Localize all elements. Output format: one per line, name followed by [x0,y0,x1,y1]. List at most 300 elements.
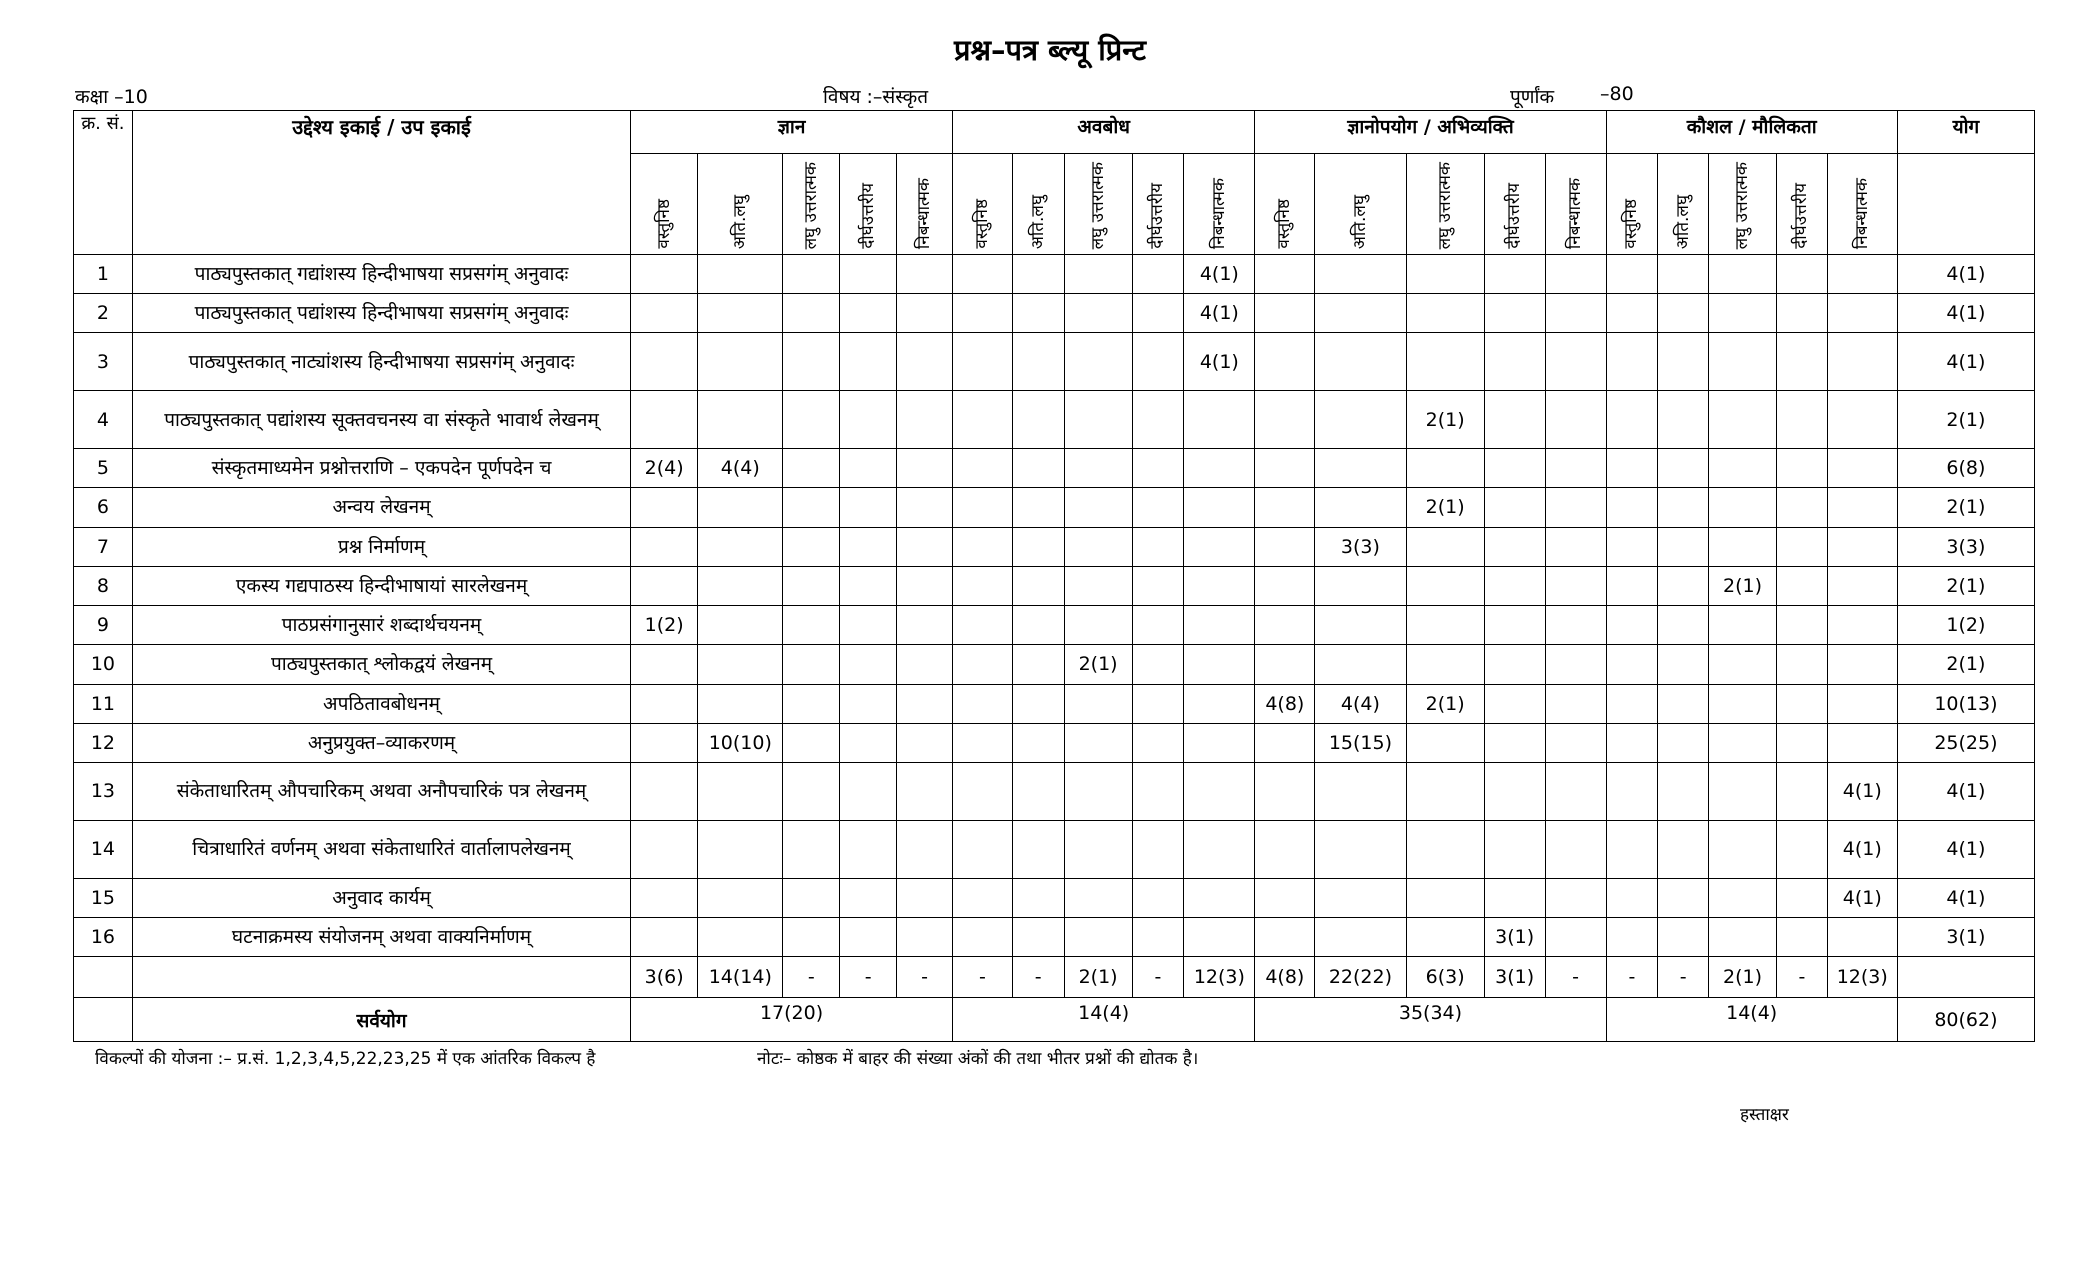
row-cell [897,645,953,684]
row-cell [1406,645,1484,684]
row-cell [1255,723,1315,762]
subheader-label: लघु उत्तरात्मक [1087,161,1108,249]
row-cell: 2(1) [1064,645,1132,684]
row-cell [631,878,698,917]
table-row [74,391,2035,449]
row-total: 4(1) [1897,294,2034,333]
row-cell [840,527,897,566]
row-cell [1184,684,1255,723]
row-cell [1132,449,1184,488]
row-total: 10(13) [1897,684,2034,723]
row-cell [783,606,840,645]
row-unit: प्रश्न निर्माणम् [132,527,630,566]
row-cell [1606,684,1658,723]
subheader-g4-3 [1709,154,1777,255]
table-row [74,820,2035,878]
row-cell [1064,255,1132,294]
row-cell [1709,255,1777,294]
table-row [74,606,2035,645]
row-total: 4(1) [1897,333,2034,391]
row-cell [783,566,840,605]
row-cell [1184,391,1255,449]
row-total: 1(2) [1897,606,2034,645]
row-sno: 16 [74,917,133,956]
row-cell [952,566,1012,605]
row-cell [1315,333,1406,391]
row-cell [783,645,840,684]
row-cell [1777,333,1828,391]
group-header-avabodh: अवबोध [952,111,1254,154]
row-cell [1406,294,1484,333]
row-cell [698,645,783,684]
row-cell [1132,294,1184,333]
column-total: 2(1) [1709,957,1777,998]
row-cell [1315,878,1406,917]
row-sno: 2 [74,294,133,333]
row-cell [1315,917,1406,956]
row-cell [1012,645,1064,684]
row-cell [1777,917,1828,956]
row-cell [631,763,698,821]
subheader-g1-1 [631,154,698,255]
row-cell [897,488,953,527]
row-cell [631,723,698,762]
row-total: 2(1) [1897,645,2034,684]
row-cell [1012,449,1064,488]
column-total: 3(6) [631,957,698,998]
row-cell [1012,763,1064,821]
row-cell [840,449,897,488]
row-cell [1184,645,1255,684]
row-cell [897,294,953,333]
row-cell [698,684,783,723]
subheader-label: अति.लघु [729,194,750,249]
row-cell [952,820,1012,878]
subheader-g3-4 [1484,154,1545,255]
row-cell [897,391,953,449]
row-cell [1545,333,1606,391]
subheader-label: अति.लघु [1349,194,1370,249]
row-cell [1064,333,1132,391]
row-total: 3(3) [1897,527,2034,566]
subheader-g4-4 [1777,154,1828,255]
row-cell [897,723,953,762]
row-total: 2(1) [1897,488,2034,527]
row-cell [1484,527,1545,566]
row-cell [1827,684,1897,723]
row-cell [840,488,897,527]
total-header: योग [1897,111,2034,154]
row-cell [1709,878,1777,917]
row-cell [1132,820,1184,878]
column-total: - [1777,957,1828,998]
column-totals-row [74,957,2035,998]
row-total: 4(1) [1897,820,2034,878]
row-cell [698,333,783,391]
row-cell [1484,488,1545,527]
subheader-g4-2 [1658,154,1709,255]
table-row [74,684,2035,723]
row-cell [1255,820,1315,878]
row-cell [1777,645,1828,684]
row-cell [631,294,698,333]
subject-label: विषय :–संस्कृत [823,86,929,108]
row-cell [1132,488,1184,527]
row-cell [897,527,953,566]
group-total: 14(4) [1606,998,1897,1042]
table-row [74,645,2035,684]
row-cell [1709,294,1777,333]
row-cell [1827,527,1897,566]
row-cell [1315,606,1406,645]
row-cell [1012,684,1064,723]
signature-label: हस्ताक्षर [1740,1105,1789,1125]
row-cell [1709,449,1777,488]
row-cell [1658,723,1709,762]
row-cell [1709,527,1777,566]
row-cell [783,488,840,527]
row-cell [1709,645,1777,684]
row-cell [1606,488,1658,527]
row-cell [631,333,698,391]
row-cell [1132,527,1184,566]
row-cell [1827,449,1897,488]
row-cell [1064,566,1132,605]
row-cell [952,684,1012,723]
row-cell [1484,820,1545,878]
row-cell [1184,527,1255,566]
row-cell [1406,566,1484,605]
column-total: 3(1) [1484,957,1545,998]
group-total: 14(4) [952,998,1254,1042]
row-cell [1315,566,1406,605]
row-cell [1406,333,1484,391]
row-unit: अनुप्रयुक्त–व्याकरणम् [132,723,630,762]
row-cell [897,333,953,391]
row-cell [1255,488,1315,527]
row-cell [783,527,840,566]
row-sno: 8 [74,566,133,605]
row-cell [1709,391,1777,449]
row-cell [1255,606,1315,645]
row-cell [1606,763,1658,821]
subheader-g1-2 [698,154,783,255]
row-cell [698,391,783,449]
row-cell [698,917,783,956]
row-cell: 3(1) [1484,917,1545,956]
row-cell [1184,878,1255,917]
row-sno: 14 [74,820,133,878]
row-cell [1709,684,1777,723]
row-cell: 4(1) [1184,255,1255,294]
row-cell [631,566,698,605]
row-cell: 3(3) [1315,527,1406,566]
column-total: - [1658,957,1709,998]
row-cell [1406,606,1484,645]
empty-cell [74,957,133,998]
row-cell [1606,294,1658,333]
row-cell [897,449,953,488]
row-cell [1827,917,1897,956]
row-cell [1012,488,1064,527]
row-cell [1658,606,1709,645]
row-cell [1484,645,1545,684]
row-cell [1012,255,1064,294]
total-subheader [1897,154,2034,255]
row-cell [1184,606,1255,645]
row-cell [1315,488,1406,527]
row-cell [1827,488,1897,527]
group-total: 17(20) [631,998,953,1042]
row-cell [1132,391,1184,449]
row-cell [1545,449,1606,488]
row-cell [1012,527,1064,566]
row-cell [1658,294,1709,333]
row-cell [897,763,953,821]
row-cell [952,449,1012,488]
row-cell: 2(4) [631,449,698,488]
row-cell [1777,878,1828,917]
row-cell [840,917,897,956]
grand-total-row [74,998,2035,1042]
row-cell [1132,645,1184,684]
row-cell [1777,527,1828,566]
row-cell [1406,723,1484,762]
row-cell [1406,820,1484,878]
subheader-label: दीर्घउत्तरीय [857,183,878,249]
row-cell [1709,763,1777,821]
row-cell: 4(1) [1184,294,1255,333]
subheader-label: लघु उत्तरात्मक [800,161,821,249]
row-cell [1606,917,1658,956]
row-cell [1484,294,1545,333]
row-cell [952,391,1012,449]
row-cell [1132,333,1184,391]
row-cell [1132,917,1184,956]
subheader-g1-3 [783,154,840,255]
row-cell: 4(1) [1827,820,1897,878]
row-cell [1132,255,1184,294]
row-cell [1827,255,1897,294]
row-cell [1064,684,1132,723]
row-cell [783,333,840,391]
row-cell [1184,917,1255,956]
column-total: - [952,957,1012,998]
row-cell [1777,820,1828,878]
row-cell [1827,333,1897,391]
row-cell [783,449,840,488]
subheader-g1-4 [840,154,897,255]
row-cell: 4(4) [698,449,783,488]
row-unit: एकस्य गद्यपाठस्य हिन्दीभाषायां सारलेखनम् [132,566,630,605]
unit-header: उद्देश्य इकाई / उप इकाई [132,111,630,255]
row-cell [1255,763,1315,821]
row-cell [1012,878,1064,917]
row-cell [952,606,1012,645]
row-unit: अनुवाद कार्यम् [132,878,630,917]
subheader-g2-3 [1064,154,1132,255]
row-cell [631,820,698,878]
row-sno: 13 [74,763,133,821]
total-marks-value: –80 [1600,83,1634,105]
subheader-label: वस्तुनिष्ठ [653,199,674,249]
row-sno: 12 [74,723,133,762]
empty-cell [1897,957,2034,998]
row-cell [698,255,783,294]
row-cell [1315,255,1406,294]
subheader-label: दीर्घउत्तरीय [1791,183,1812,249]
row-cell [631,684,698,723]
row-unit: पाठ्यपुस्तकात् नाट्यांशस्य हिन्दीभाषया सप्रसगंम् अनुवादः [132,333,630,391]
row-cell [1777,391,1828,449]
row-cell [1709,723,1777,762]
table-row [74,449,2035,488]
row-cell [1064,878,1132,917]
row-cell [1315,820,1406,878]
subheader-label: दीर्घउत्तरीय [1147,183,1168,249]
subheader-label: वस्तुनिष्ठ [971,199,992,249]
row-cell [1484,763,1545,821]
row-cell [1484,449,1545,488]
row-cell [1012,917,1064,956]
row-sno: 5 [74,449,133,488]
row-cell [1315,763,1406,821]
row-cell [1184,820,1255,878]
row-cell [1255,645,1315,684]
row-cell [1545,606,1606,645]
row-cell [698,527,783,566]
row-cell [840,878,897,917]
row-total: 2(1) [1897,391,2034,449]
row-cell [783,723,840,762]
row-cell [1545,527,1606,566]
row-cell [1658,449,1709,488]
row-cell [952,333,1012,391]
table-row [74,917,2035,956]
row-cell [1709,333,1777,391]
column-total: - [1545,957,1606,998]
row-cell [1658,878,1709,917]
row-cell [1012,294,1064,333]
sno-header: क्र. सं. [74,111,133,255]
row-cell [1064,723,1132,762]
table-row [74,878,2035,917]
row-cell [1184,723,1255,762]
group-header-gyanopyog: ज्ञानोपयोग / अभिव्यक्ति [1255,111,1606,154]
row-cell [698,606,783,645]
row-cell [1484,255,1545,294]
column-total: 22(22) [1315,957,1406,998]
row-total: 4(1) [1897,878,2034,917]
group-header-kaushal: कौशल / मौलिकता [1606,111,1897,154]
row-cell [1315,391,1406,449]
row-cell [1255,566,1315,605]
subheader-g2-4 [1132,154,1184,255]
row-cell [1658,255,1709,294]
column-total: 6(3) [1406,957,1484,998]
subheader-label: अति.लघु [1672,194,1693,249]
group-header-gyan: ज्ञान [631,111,953,154]
row-cell [1658,917,1709,956]
row-cell [1484,878,1545,917]
table-row [74,763,2035,821]
row-cell [1255,917,1315,956]
row-cell [840,763,897,821]
row-cell [840,645,897,684]
row-cell [1709,917,1777,956]
subheader-label: लघु उत्तरात्मक [1732,161,1752,249]
row-cell [1406,449,1484,488]
row-cell [631,527,698,566]
row-cell [1777,723,1828,762]
row-cell [1132,606,1184,645]
row-cell [1827,645,1897,684]
row-cell [631,391,698,449]
row-cell [1545,917,1606,956]
row-cell [1545,723,1606,762]
subheader-g3-1 [1255,154,1315,255]
row-unit: पाठ्यपुस्तकात् गद्यांशस्य हिन्दीभाषया सप्रसगंम् अनुवादः [132,255,630,294]
row-unit: अपठितावबोधनम् [132,684,630,723]
row-cell [840,255,897,294]
row-cell [1658,527,1709,566]
row-cell [698,820,783,878]
row-cell: 4(1) [1827,878,1897,917]
row-cell [952,645,1012,684]
row-cell [1709,488,1777,527]
row-cell [840,723,897,762]
row-cell [952,763,1012,821]
row-cell [1406,917,1484,956]
subheader-label: निबन्धात्मक [914,177,935,249]
row-cell [783,684,840,723]
row-cell [1777,763,1828,821]
empty-cell [74,998,133,1042]
row-cell [1777,488,1828,527]
row-cell [783,763,840,821]
row-cell [1012,333,1064,391]
empty-cell [132,957,630,998]
row-cell [1184,763,1255,821]
column-total: 12(3) [1184,957,1255,998]
row-cell: 2(1) [1406,488,1484,527]
row-cell [1606,527,1658,566]
row-cell [1315,645,1406,684]
row-cell: 4(1) [1184,333,1255,391]
row-sno: 6 [74,488,133,527]
row-total: 3(1) [1897,917,2034,956]
row-cell [1827,391,1897,449]
legend-note: नोटः– कोष्ठक में बाहर की संख्या अंकों की तथा भीतर प्रश्नों की द्योतक है। [757,1049,1199,1069]
column-total: - [840,957,897,998]
class-label: कक्षा –10 [75,86,148,108]
row-cell [1012,723,1064,762]
row-total: 25(25) [1897,723,2034,762]
row-cell [1255,449,1315,488]
page-title: प्रश्न–पत्र ब्ल्यू प्रिन्ट [953,33,1147,67]
row-unit: संस्कृतमाध्यमेन प्रश्नोत्तराणि – एकपदेन पूर्णपदेन च [132,449,630,488]
row-cell [840,684,897,723]
row-cell [1777,684,1828,723]
row-cell [840,820,897,878]
subheader-g3-5 [1545,154,1606,255]
row-cell [1132,723,1184,762]
row-cell [840,333,897,391]
row-sno: 15 [74,878,133,917]
row-cell [1184,449,1255,488]
subheader-label: वस्तुनिष्ठ [1621,199,1642,249]
row-cell [1658,391,1709,449]
